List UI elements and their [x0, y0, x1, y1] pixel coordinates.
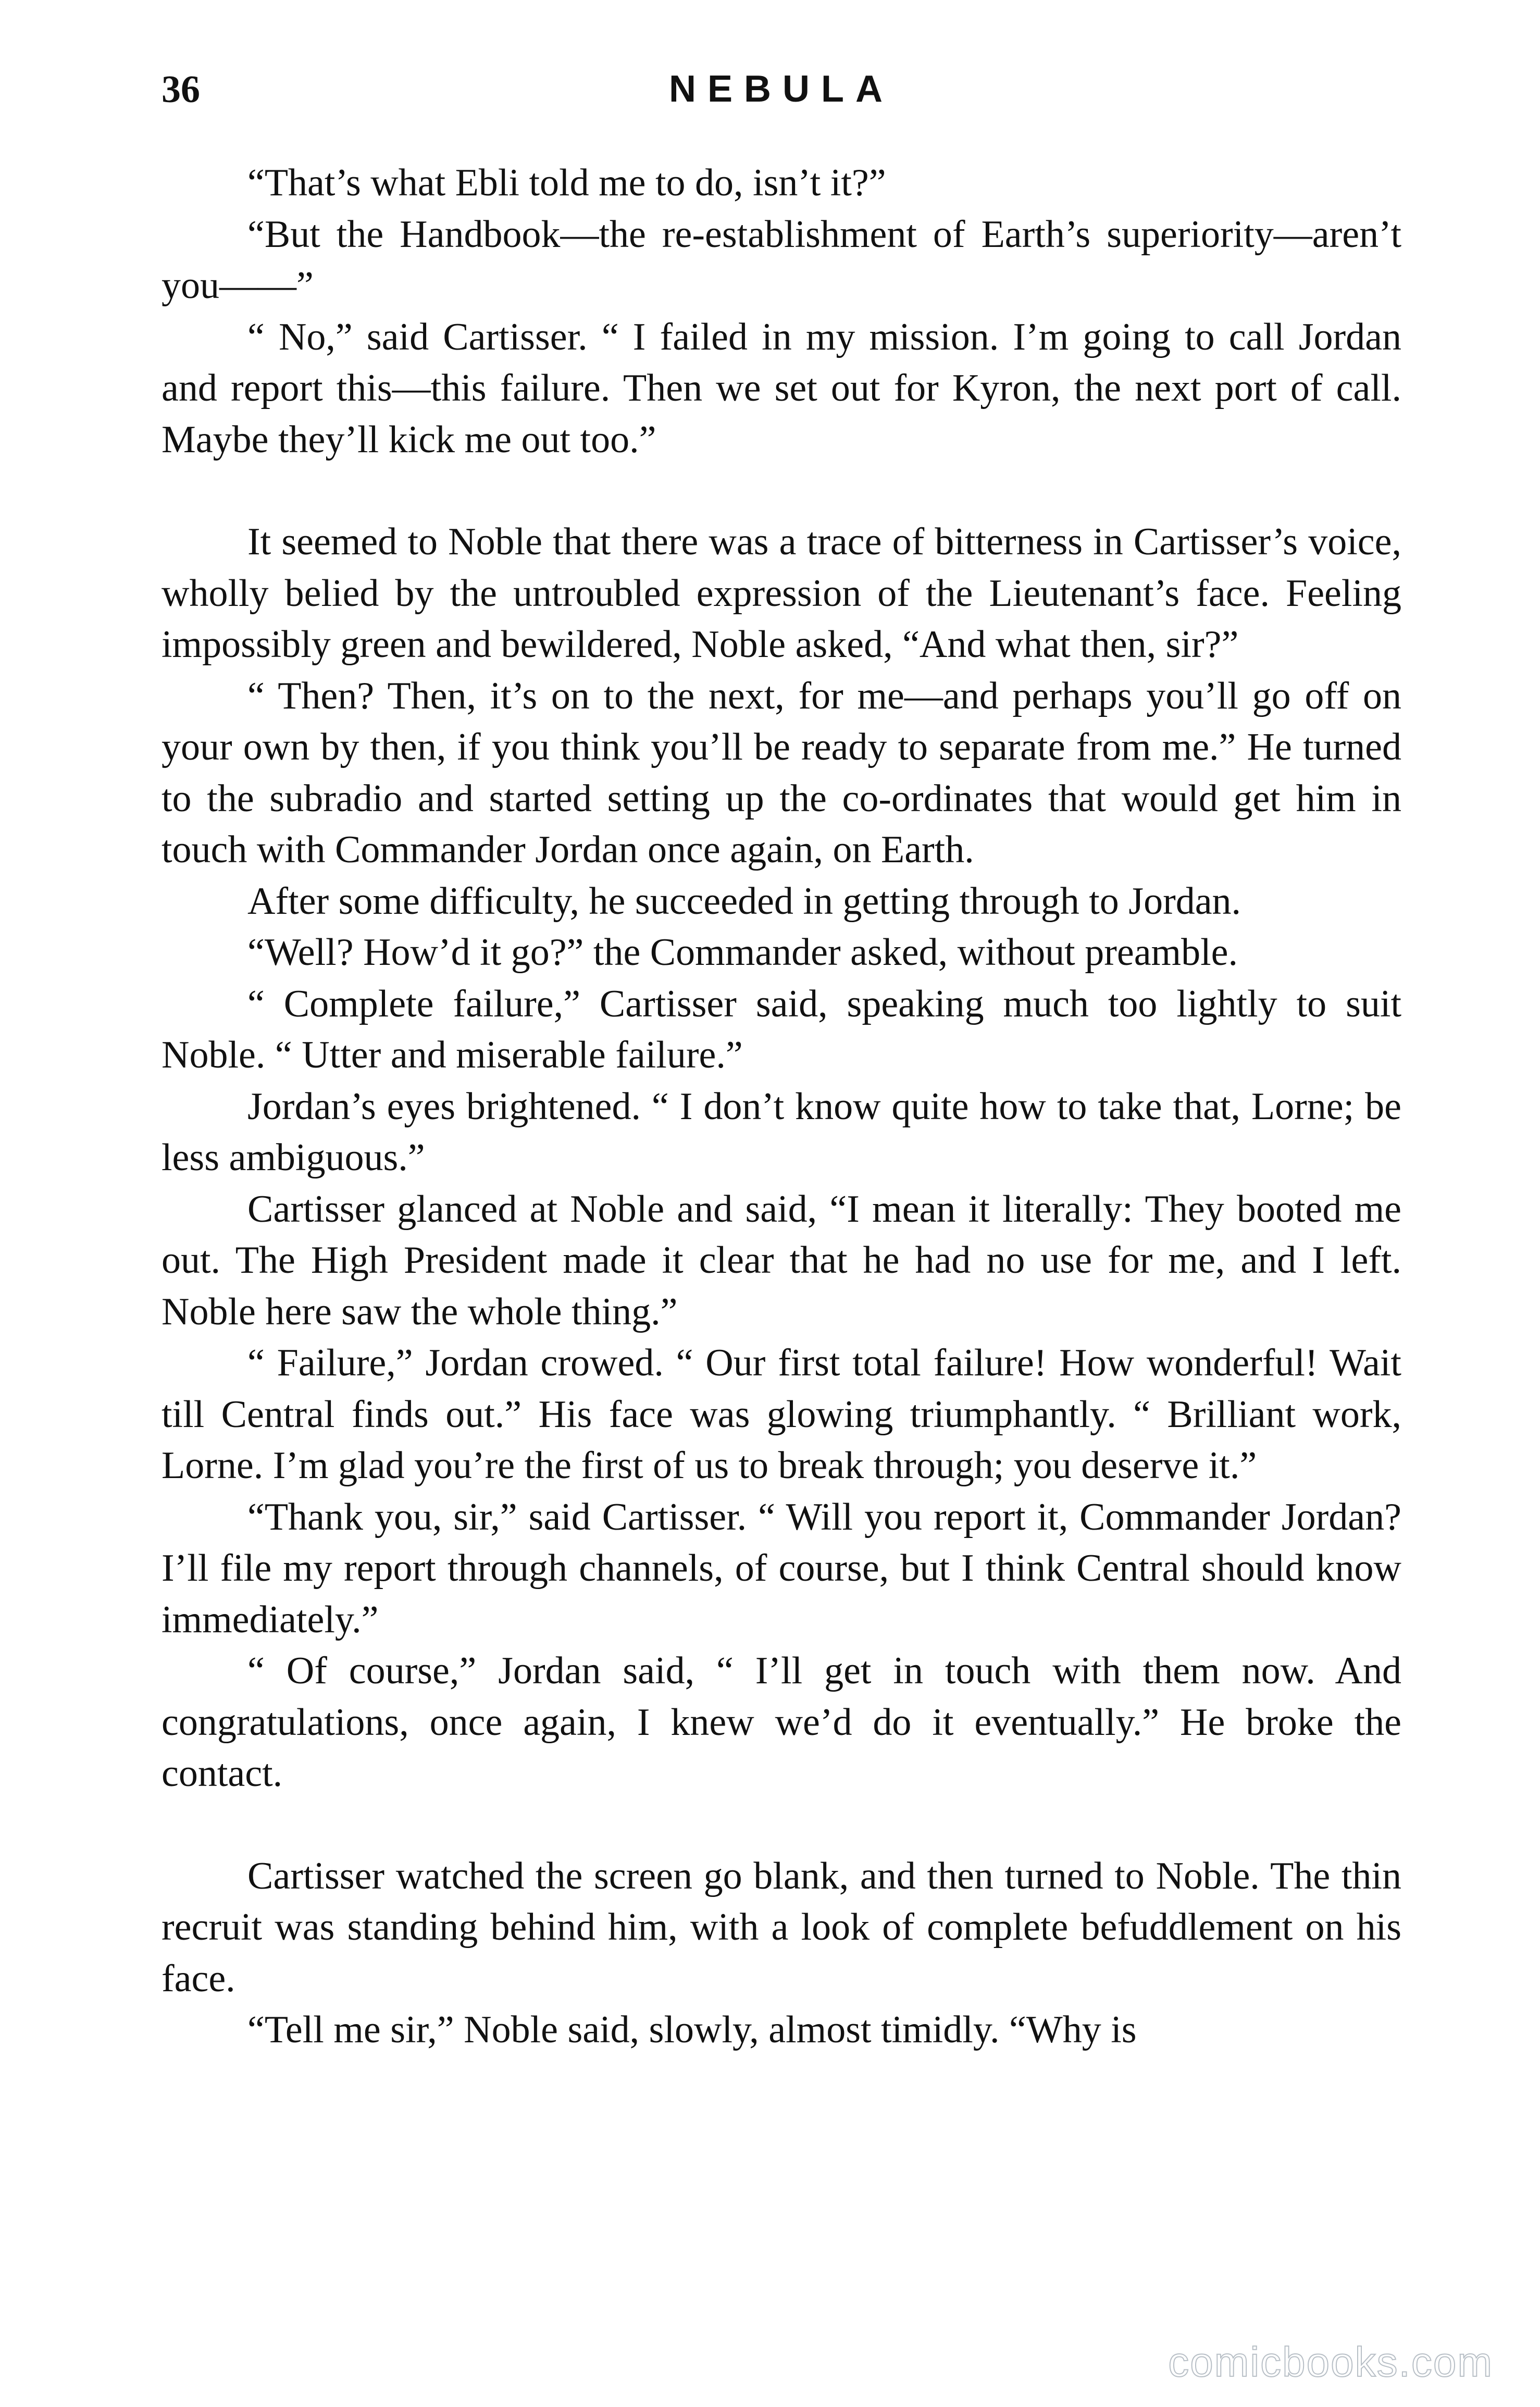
paragraph: Jordan’s eyes brightened. “ I don’t know quite how to take that, Lorne; be less ambiguous.”: [162, 1085, 1401, 1179]
paragraph: “Tell me sir,” Noble said, slowly, almost timidly. “Why is: [247, 2008, 1137, 2051]
paragraph: “But the Handbook—the re-establishment of Earth’s superiority—aren’t you——”: [162, 213, 1401, 307]
paragraph: “That’s what Ebli told me to do, isn’t it?”: [247, 162, 886, 204]
paragraph: “ Of course,” Jordan said, “ I’ll get in touch with them now. And congratulations, once again, I knew we’d do it eventually.” He broke the contact.: [162, 1649, 1401, 1795]
paragraph: “ No,” said Cartisser. “ I failed in my mission. I’m going to call Jordan and report this—this failure. Then we set out for Kyron, the next port of call. Maybe they’ll kick me out too.”: [162, 315, 1401, 461]
paragraph: “Well? How’d it go?” the Commander asked, without preamble.: [247, 931, 1238, 974]
running-head: NEBULA: [669, 68, 894, 110]
paragraph: It seemed to Noble that there was a trace of bitterness in Cartisser’s voice, wholly belied by the untroubled expression of the Lieutenant’s face. Feeling impossibly green and bewildered, Noble asked, “And what then, sir?”: [162, 520, 1401, 666]
body-text: [162, 157, 1401, 2056]
paragraph: “ Failure,” Jordan crowed. “ Our first total failure! How wonderful! Wait till Central finds out.” His face was glowing triumphantly. “ Brilliant work, Lorne. I’m glad you’re the first of us to break through; you deserve it.”: [162, 1342, 1401, 1487]
paragraph: “Thank you, sir,” said Cartisser. “ Will you report it, Commander Jordan? I’ll file my report through channels, of course, but I think Central should know immediately.”: [162, 1495, 1401, 1641]
paragraph: “ Complete failure,” Cartisser said, speaking much too lightly to suit Noble. “ Utter and miserable failure.”: [162, 982, 1401, 1076]
paragraph: Cartisser watched the screen go blank, and then turned to Noble. The thin recruit was standing behind him, with a look of complete befuddlement on his face.: [162, 1854, 1401, 2000]
paragraph: “ Then? Then, it’s on to the next, for me—and perhaps you’ll go off on your own by then, if you think you’ll be ready to separate from me.” He turned to the subradio and started setting up the co-ordinates that would get him in touch with Commander Jordan once again, on Earth.: [162, 674, 1401, 871]
paragraph: After some difficulty, he succeeded in getting through to Jordan.: [247, 879, 1241, 923]
page-header: [162, 68, 1401, 130]
watermark: comicbooks.com: [1168, 2339, 1493, 2385]
paragraph: Cartisser glanced at Noble and said, “I mean it literally: They booted me out. The High President made it clear that he had no use for me, and I left. Noble here saw the whole thing.”: [162, 1187, 1401, 1333]
page-number: 36: [162, 68, 200, 111]
